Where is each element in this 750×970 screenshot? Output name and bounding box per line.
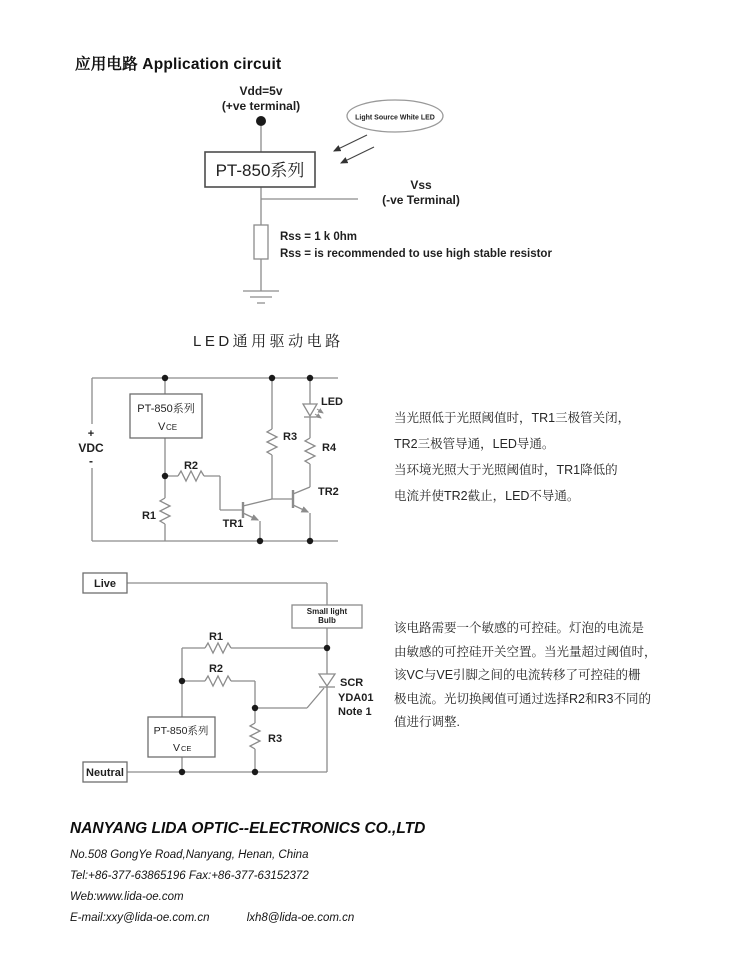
vdd-label: Vdd=5v xyxy=(239,84,283,98)
scr-icon xyxy=(319,674,335,687)
application-circuit-diagram xyxy=(60,80,560,315)
page-title: 应用电路 Application circuit xyxy=(75,56,282,73)
description-line: 电流并使TR2截止，LED不导通。 xyxy=(394,489,580,503)
led-circuit-description xyxy=(394,405,686,509)
led-icon xyxy=(303,404,323,418)
vss-sub-label: (-ve Terminal) xyxy=(382,193,460,207)
description-line: 当环境光照大于光照阈值时，TR1降低的 xyxy=(394,463,618,477)
bulb-label-line1: Small light xyxy=(306,607,348,616)
r4-label: R4 xyxy=(322,442,337,454)
rss-value-label: Rss = 1 k 0hm xyxy=(280,231,358,243)
tr1-label: TR1 xyxy=(222,518,244,530)
r3-label: R3 xyxy=(283,431,298,443)
company-website: Web:www.lida-oe.com xyxy=(70,891,184,903)
description-line: 当光照低于光照阈值时，TR1三极管关闭， xyxy=(394,411,631,425)
light-rays-icon xyxy=(334,135,374,163)
vce-label: V xyxy=(173,742,181,754)
transistor-tr2-icon xyxy=(272,487,310,541)
scr-note-label: Note 1 xyxy=(338,706,372,718)
description-line: TR2三极管导通，LED导通。 xyxy=(394,437,555,451)
wire xyxy=(261,126,358,291)
vce-sub-label: CE xyxy=(166,423,178,432)
led-circuit-title: LED通用驱动电路 xyxy=(193,333,344,350)
description-line: 由敏感的可控硅开关空置。当光量超过阈值时， xyxy=(394,644,657,659)
email-secondary: lxh8@lida-oe.com.cn xyxy=(246,912,355,924)
sensor-part-label: PT-850系列 xyxy=(137,403,195,415)
terminal-dot-icon xyxy=(256,116,266,126)
scr-lamp-circuit-diagram xyxy=(75,565,405,797)
vce-sub-label: CE xyxy=(181,744,192,753)
led-label: LED xyxy=(321,396,343,408)
wire xyxy=(92,378,338,541)
r1-label: R1 xyxy=(141,510,156,522)
vdc-plus-label: + xyxy=(87,428,95,440)
sensor-part-label: PT-850系列 xyxy=(153,725,209,737)
tr2-label: TR2 xyxy=(318,486,339,498)
company-address: No.508 GongYe Road,Nanyang, Henan, China xyxy=(70,849,309,861)
led-driver-circuit-diagram xyxy=(80,360,400,555)
r2-label: R2 xyxy=(208,663,224,675)
r3-label: R3 xyxy=(268,733,283,745)
r2-label: R2 xyxy=(183,460,199,472)
transistor-tr1-icon xyxy=(243,499,272,541)
r1-label: R1 xyxy=(208,631,224,643)
sensor-part-label: PT-850系列 xyxy=(215,161,305,180)
company-name: NANYANG LIDA OPTIC--ELECTRONICS CO.,LTD xyxy=(70,820,426,837)
neutral-label: Neutral xyxy=(86,767,124,779)
company-phone: Tel:+86-377-63865196 Fax:+86-377-63152372 xyxy=(70,870,309,882)
scr-model-label: YDA01 xyxy=(338,692,374,704)
description-line: 该电路需要一个敏感的可控硅。灯泡的电流是 xyxy=(394,621,645,635)
live-label: Live xyxy=(93,578,117,590)
vdc-label: VDC xyxy=(78,441,104,455)
vce-label: V xyxy=(158,421,166,433)
bulb-label-line2: Bulb xyxy=(318,616,336,625)
scr-label: SCR xyxy=(340,677,364,689)
description-line: 该VC与VE引脚之间的电流转移了可控硅的栅 xyxy=(394,668,641,683)
rss-note-label: Rss = is recommended to use high stable resistor xyxy=(280,248,552,260)
scr-circuit-description xyxy=(394,617,686,735)
ground-icon xyxy=(243,291,279,303)
light-source-label: Light Source White LED xyxy=(355,114,435,122)
resistor-rss-symbol xyxy=(254,225,268,259)
description-line: 极电流。光切换阈值可通过选择R2和R3不同的 xyxy=(394,691,651,706)
email-primary: E-mail:xxy@lida-oe.com.cn xyxy=(70,912,210,924)
company-email xyxy=(70,912,354,924)
vss-label: Vss xyxy=(410,178,432,192)
description-line: 值进行调整. xyxy=(394,715,460,730)
vdd-sub-label: (+ve terminal) xyxy=(221,99,301,113)
vdc-minus-label: - xyxy=(89,454,93,468)
